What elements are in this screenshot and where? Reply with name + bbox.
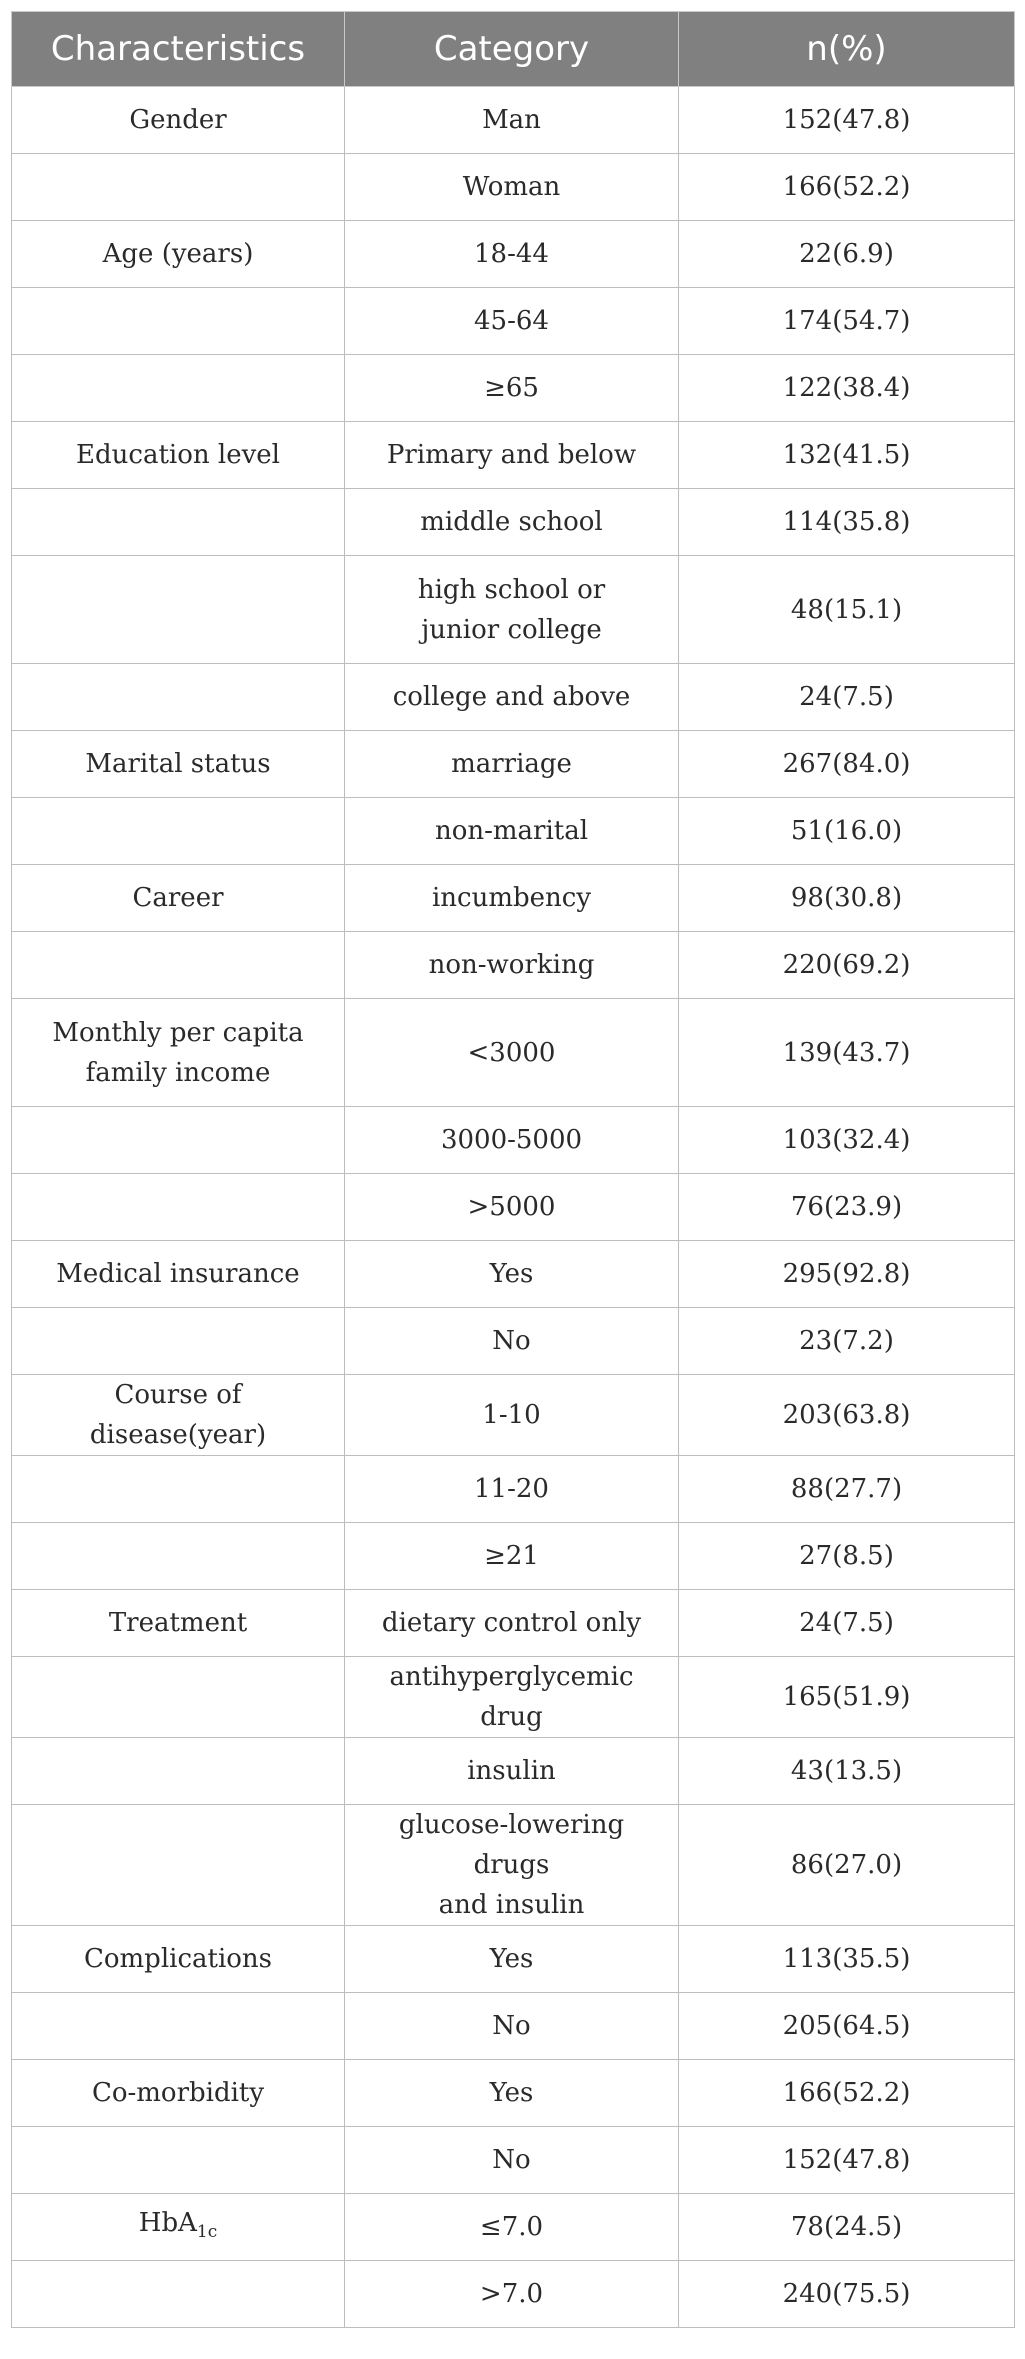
n-percent-cell: 166(52.2)	[679, 154, 1015, 221]
category-cell: 1-10	[345, 1375, 679, 1456]
table-row	[12, 932, 1015, 999]
category-cell: Yes	[345, 1926, 679, 1993]
table-body	[12, 87, 1015, 2328]
characteristics-table	[11, 11, 1015, 2328]
category-cell-line: high school or	[417, 574, 606, 605]
category-cell: non-working	[345, 932, 679, 999]
characteristic-cell-base: HbA	[138, 2207, 197, 2238]
n-percent-cell: 98(30.8)	[679, 865, 1015, 932]
category-cell	[345, 1805, 679, 1926]
characteristic-cell	[12, 1174, 345, 1241]
characteristic-cell: Course of disease(year)	[12, 1375, 345, 1456]
table-row	[12, 1456, 1015, 1523]
n-percent-cell: 114(35.8)	[679, 489, 1015, 556]
n-percent-cell: 205(64.5)	[679, 1993, 1015, 2060]
table-row	[12, 556, 1015, 664]
characteristic-cell: Medical insurance	[12, 1241, 345, 1308]
category-cell: Woman	[345, 154, 679, 221]
table-row	[12, 798, 1015, 865]
header-category: Category	[345, 12, 679, 87]
characteristic-cell	[12, 1308, 345, 1375]
characteristic-cell	[12, 355, 345, 422]
characteristic-cell: Marital status	[12, 731, 345, 798]
table-row	[12, 1657, 1015, 1738]
characteristic-cell: Gender	[12, 87, 345, 154]
category-cell: 18-44	[345, 221, 679, 288]
table-row	[12, 1738, 1015, 1805]
characteristic-cell	[12, 154, 345, 221]
category-cell: incumbency	[345, 865, 679, 932]
n-percent-cell: 76(23.9)	[679, 1174, 1015, 1241]
category-cell: Man	[345, 87, 679, 154]
characteristic-cell	[12, 999, 345, 1107]
n-percent-cell: 43(13.5)	[679, 1738, 1015, 1805]
characteristic-cell: Age (years)	[12, 221, 345, 288]
table-row	[12, 489, 1015, 556]
n-percent-cell: 122(38.4)	[679, 355, 1015, 422]
characteristic-cell	[12, 1993, 345, 2060]
characteristic-cell-subscript: 1c	[196, 2221, 218, 2242]
table-row	[12, 1805, 1015, 1926]
characteristic-cell-line: family income	[85, 1057, 271, 1088]
category-cell-line: and insulin	[438, 1890, 585, 1920]
n-percent-cell: 24(7.5)	[679, 664, 1015, 731]
category-cell-line: junior college	[421, 614, 602, 645]
table-row	[12, 1590, 1015, 1657]
characteristic-cell	[12, 489, 345, 556]
characteristic-cell	[12, 798, 345, 865]
table-row	[12, 288, 1015, 355]
category-cell: antihyperglycemic drug	[345, 1657, 679, 1738]
table-row	[12, 865, 1015, 932]
characteristic-cell: Co-morbidity	[12, 2060, 345, 2127]
characteristic-cell	[12, 1805, 345, 1926]
table-row	[12, 87, 1015, 154]
characteristic-cell: Career	[12, 865, 345, 932]
table-row	[12, 1308, 1015, 1375]
table-row	[12, 1241, 1015, 1308]
characteristic-cell	[12, 932, 345, 999]
table-row	[12, 1375, 1015, 1456]
category-cell: Yes	[345, 1241, 679, 1308]
category-cell: college and above	[345, 664, 679, 731]
header-characteristics: Characteristics	[12, 12, 345, 87]
n-percent-cell: 24(7.5)	[679, 1590, 1015, 1657]
characteristic-cell	[12, 1456, 345, 1523]
table-row	[12, 1174, 1015, 1241]
category-cell: ≥21	[345, 1523, 679, 1590]
table-row	[12, 355, 1015, 422]
n-percent-cell: 203(63.8)	[679, 1375, 1015, 1456]
table-row	[12, 999, 1015, 1107]
n-percent-cell: 267(84.0)	[679, 731, 1015, 798]
characteristic-cell	[12, 1738, 345, 1805]
table-row	[12, 2127, 1015, 2194]
n-percent-cell: 86(27.0)	[679, 1805, 1015, 1926]
table-row	[12, 422, 1015, 489]
category-cell: 45-64	[345, 288, 679, 355]
n-percent-cell: 22(6.9)	[679, 221, 1015, 288]
n-percent-cell: 152(47.8)	[679, 2127, 1015, 2194]
n-percent-cell: 132(41.5)	[679, 422, 1015, 489]
category-cell	[345, 556, 679, 664]
category-cell: 3000-5000	[345, 1107, 679, 1174]
table-row	[12, 154, 1015, 221]
table-row	[12, 2060, 1015, 2127]
characteristic-cell	[12, 2127, 345, 2194]
header-row	[12, 12, 1015, 87]
table-row	[12, 1993, 1015, 2060]
category-cell: No	[345, 1308, 679, 1375]
table-row	[12, 2261, 1015, 2328]
n-percent-cell: 174(54.7)	[679, 288, 1015, 355]
category-cell: No	[345, 2127, 679, 2194]
n-percent-cell: 88(27.7)	[679, 1456, 1015, 1523]
category-cell: Yes	[345, 2060, 679, 2127]
characteristic-cell	[12, 1657, 345, 1738]
category-cell: No	[345, 1993, 679, 2060]
characteristic-cell	[12, 664, 345, 731]
category-cell: dietary control only	[345, 1590, 679, 1657]
characteristic-cell	[12, 556, 345, 664]
table-row	[12, 1926, 1015, 1993]
characteristic-cell: Education level	[12, 422, 345, 489]
n-percent-cell: 152(47.8)	[679, 87, 1015, 154]
n-percent-cell: 240(75.5)	[679, 2261, 1015, 2328]
characteristic-cell	[12, 2194, 345, 2261]
n-percent-cell: 27(8.5)	[679, 1523, 1015, 1590]
characteristic-cell-line: Monthly per capita	[52, 1017, 304, 1048]
category-cell: 11-20	[345, 1456, 679, 1523]
n-percent-cell: 23(7.2)	[679, 1308, 1015, 1375]
n-percent-cell: 48(15.1)	[679, 556, 1015, 664]
characteristic-cell: Complications	[12, 1926, 345, 1993]
characteristic-cell	[12, 1107, 345, 1174]
category-cell: ≥65	[345, 355, 679, 422]
category-cell: non-marital	[345, 798, 679, 865]
category-cell: <3000	[345, 999, 679, 1107]
n-percent-cell: 220(69.2)	[679, 932, 1015, 999]
characteristic-cell	[12, 288, 345, 355]
category-cell: Primary and below	[345, 422, 679, 489]
characteristic-cell	[12, 1523, 345, 1590]
n-percent-cell: 103(32.4)	[679, 1107, 1015, 1174]
n-percent-cell: 78(24.5)	[679, 2194, 1015, 2261]
category-cell: insulin	[345, 1738, 679, 1805]
table-row	[12, 1107, 1015, 1174]
category-cell: middle school	[345, 489, 679, 556]
n-percent-cell: 295(92.8)	[679, 1241, 1015, 1308]
characteristic-cell: Treatment	[12, 1590, 345, 1657]
n-percent-cell: 139(43.7)	[679, 999, 1015, 1107]
header-n-percent: n(%)	[679, 12, 1015, 87]
table-row	[12, 664, 1015, 731]
table-row	[12, 221, 1015, 288]
n-percent-cell: 51(16.0)	[679, 798, 1015, 865]
category-cell-line: glucose-lowering drugs	[398, 1810, 625, 1880]
category-cell: >7.0	[345, 2261, 679, 2328]
n-percent-cell: 166(52.2)	[679, 2060, 1015, 2127]
table-row	[12, 1523, 1015, 1590]
n-percent-cell: 113(35.5)	[679, 1926, 1015, 1993]
category-cell: >5000	[345, 1174, 679, 1241]
category-cell: ≤7.0	[345, 2194, 679, 2261]
table-row	[12, 731, 1015, 798]
n-percent-cell: 165(51.9)	[679, 1657, 1015, 1738]
characteristic-cell	[12, 2261, 345, 2328]
category-cell: marriage	[345, 731, 679, 798]
table-row	[12, 2194, 1015, 2261]
